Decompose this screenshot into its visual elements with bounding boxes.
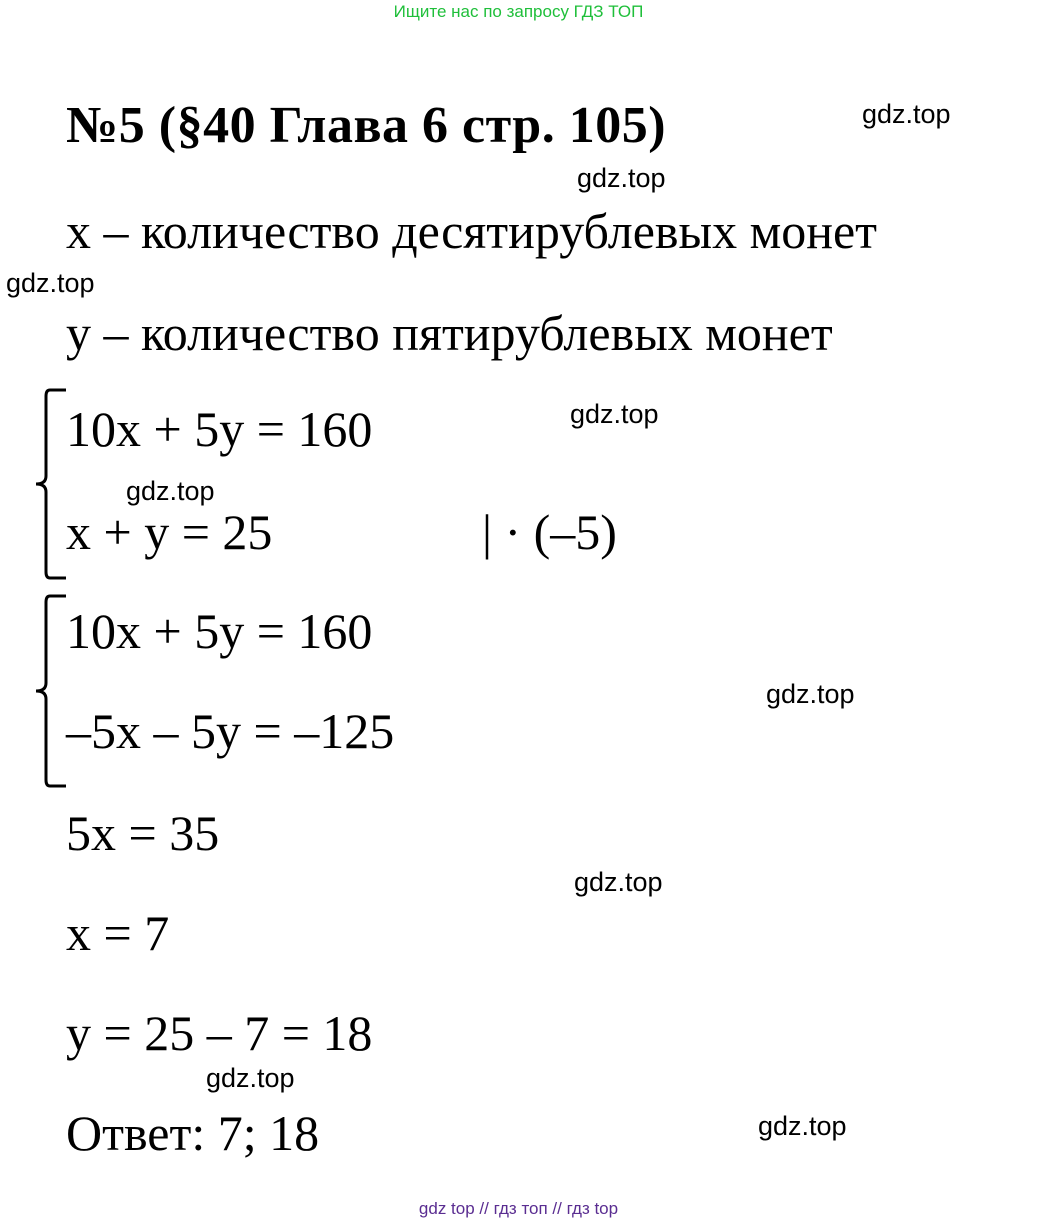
- solution-step-2: x = 7: [66, 905, 170, 961]
- watermark: gdz.top: [6, 268, 95, 298]
- variable-x-definition: x – количество десятирублевых монет: [66, 203, 878, 259]
- variable-y-definition: y – количество пятирублевых монет: [66, 305, 833, 361]
- system2-equation-2: –5x – 5y = –125: [66, 703, 395, 759]
- top-banner: Ищите нас по запросу ГДЗ ТОП: [393, 2, 644, 21]
- footer-links: gdz top // гдз топ // гдз top: [418, 1199, 619, 1218]
- watermark: gdz.top: [577, 163, 666, 193]
- watermark: gdz.top: [766, 679, 855, 709]
- watermark: gdz.top: [206, 1063, 295, 1093]
- system1-equation-1: 10x + 5y = 160: [66, 401, 373, 457]
- solution-step-3: y = 25 – 7 = 18: [66, 1005, 373, 1061]
- problem-title: №5 (§40 Глава 6 стр. 105): [66, 97, 667, 154]
- watermark: gdz.top: [126, 476, 215, 506]
- answer: Ответ: 7; 18: [66, 1105, 320, 1161]
- watermark: gdz.top: [758, 1111, 847, 1141]
- solution-step-1: 5x = 35: [66, 805, 220, 861]
- system1-multiplier: | · (–5): [482, 504, 617, 560]
- system1-equation-2: x + y = 25: [66, 504, 273, 560]
- watermark: gdz.top: [862, 99, 951, 129]
- system-brace-1: [30, 388, 70, 580]
- watermark: gdz.top: [574, 867, 663, 897]
- system-brace-2: [30, 594, 70, 788]
- watermark: gdz.top: [570, 399, 659, 429]
- system2-equation-1: 10x + 5y = 160: [66, 603, 373, 659]
